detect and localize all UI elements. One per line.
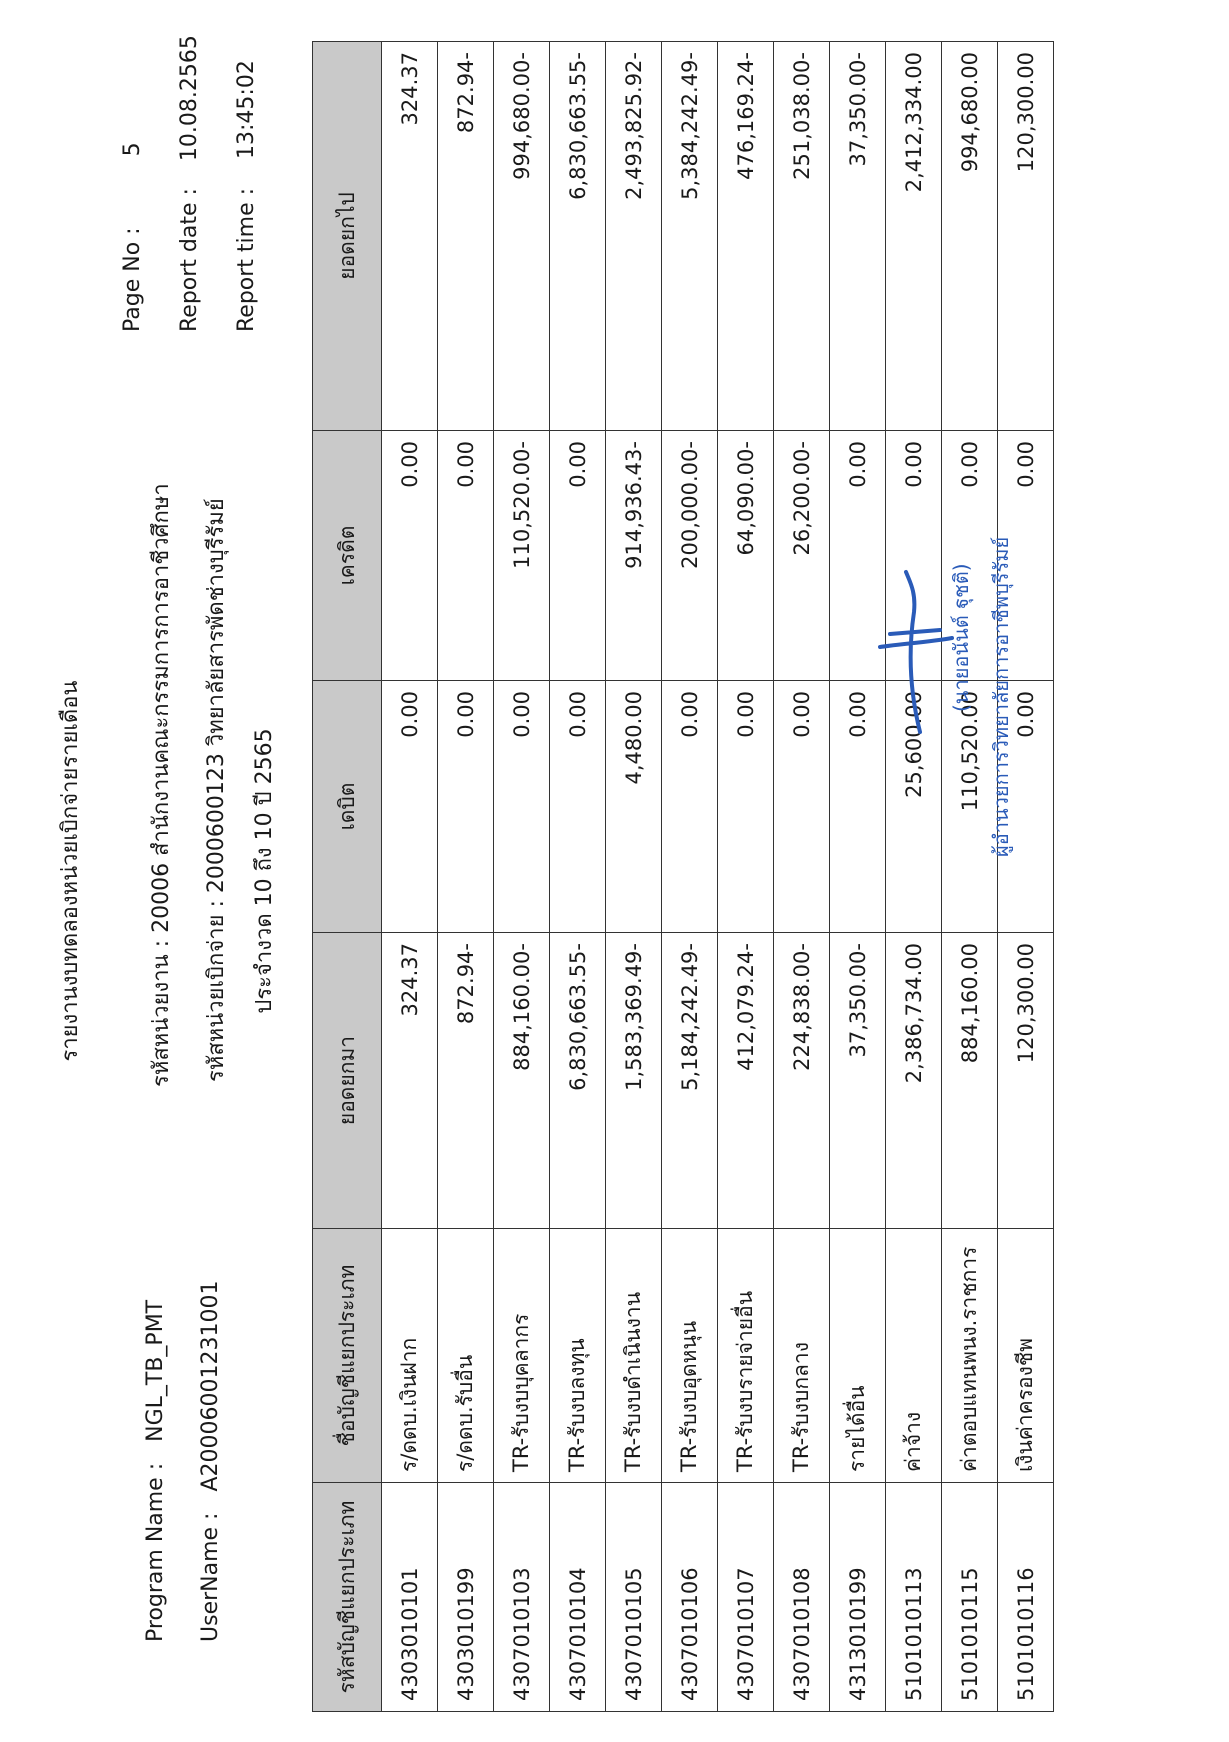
account-code: 5101010115 [942, 1483, 998, 1712]
closing-balance: 994,680.00- [494, 42, 550, 431]
opening-balance: 37,350.00- [830, 933, 886, 1229]
closing-balance: 324.37 [382, 42, 438, 431]
opening-balance: 6,830,663.55- [550, 933, 606, 1229]
col-debit: เดบิต [313, 681, 382, 933]
credit: 110,520.00- [494, 431, 550, 681]
table-row [886, 42, 942, 1712]
col-credit: เครดิต [313, 431, 382, 681]
time-label: Report time : [234, 187, 259, 332]
table-row [382, 42, 438, 1712]
closing-balance: 872.94- [438, 42, 494, 431]
debit: 0.00 [382, 681, 438, 933]
account-name: ค่าตอบแทนพนง.ราชการ [942, 1229, 998, 1483]
opening-balance: 120,300.00 [998, 933, 1054, 1229]
debit: 0.00 [494, 681, 550, 933]
account-name: TR-รับงบบุคลากร [494, 1229, 550, 1483]
opening-balance: 884,160.00- [494, 933, 550, 1229]
account-code: 4307010104 [550, 1483, 606, 1712]
opening-balance: 5,184,242.49- [662, 933, 718, 1229]
closing-balance: 2,493,825.92- [606, 42, 662, 431]
program-value: NGL_TB_PMT [143, 1299, 168, 1442]
table-row [606, 42, 662, 1712]
closing-balance: 5,384,242.49- [662, 42, 718, 431]
opening-balance: 872.94- [438, 933, 494, 1229]
credit: 0.00 [438, 431, 494, 681]
account-name: TR-รับงบกลาง [774, 1229, 830, 1483]
account-name: ร/ดดบ.รับอื่น [438, 1229, 494, 1483]
closing-balance: 6,830,663.55- [550, 42, 606, 431]
opening-balance: 2,386,734.00 [886, 933, 942, 1229]
closing-balance: 994,680.00 [942, 42, 998, 431]
credit: 200,000.00- [662, 431, 718, 681]
account-code: 4307010107 [718, 1483, 774, 1712]
opening-balance: 324.37 [382, 933, 438, 1229]
table-row [998, 42, 1054, 1712]
disbursement-value: 2000600123 วิทยาลัยสารพัดช่างบุรีรัมย์ [204, 498, 229, 894]
table-row [494, 42, 550, 1712]
table-row [438, 42, 494, 1712]
account-name: TR-รับงบรายจ่ายอื่น [718, 1229, 774, 1483]
credit: 26,200.00- [774, 431, 830, 681]
date-value: 10.08.2565 [177, 35, 202, 162]
program-label: Program Name : [143, 1462, 168, 1642]
closing-balance: 37,350.00- [830, 42, 886, 431]
unit-value: 20006 สำนักงานคณะกรรมการการอาชีวศึกษา [149, 483, 174, 933]
table-header-row [313, 42, 382, 1712]
account-name: TR-รับงบลงทุน [550, 1229, 606, 1483]
report-date [177, 35, 202, 332]
director-signature-stamp [905, 402, 1025, 862]
signatory-position: ผู้อำนวยการวิทยาลัยการอาชีพบุรีรัมย์ [989, 536, 1013, 857]
debit: 0.00 [718, 681, 774, 933]
account-code: 4313010199 [830, 1483, 886, 1712]
closing-balance: 251,038.00- [774, 42, 830, 431]
disbursement-code [198, 498, 233, 1082]
signatory-name: (นายอนันต์ ฐุชติ) [949, 563, 973, 712]
opening-balance: 884,160.00 [942, 933, 998, 1229]
page-label: Page No : [120, 227, 145, 332]
debit: 4,480.00 [606, 681, 662, 933]
table-row [942, 42, 998, 1712]
debit: 25,600.00 [886, 681, 942, 933]
report-time [234, 60, 259, 332]
account-name: รายได้อื่น [830, 1229, 886, 1483]
disbursement-label: รหัสหน่วยเบิกจ่าย : [204, 900, 229, 1082]
user-name [198, 1281, 223, 1642]
report-period: ประจำงวด 10 ถึง 10 ปี 2565 [252, 728, 277, 1014]
opening-balance: 224,838.00- [774, 933, 830, 1229]
col-opening-balance: ยอดยกมา [313, 933, 382, 1229]
col-account-name: ชื่อบัญชีแยกประเภท [313, 1229, 382, 1483]
table-row [774, 42, 830, 1712]
page-value: 5 [120, 142, 145, 157]
debit: 0.00 [438, 681, 494, 933]
user-label: UserName : [198, 1512, 223, 1642]
debit: 0.00 [830, 681, 886, 933]
credit: 0.00 [886, 431, 942, 681]
credit: 64,090.00- [718, 431, 774, 681]
account-code: 4307010105 [606, 1483, 662, 1712]
time-value: 13:45:02 [234, 60, 259, 159]
col-account-code: รหัสบัญชีแยกประเภท [313, 1483, 382, 1712]
account-name: ร/ดดบ.เงินฝาก [382, 1229, 438, 1483]
credit: 0.00 [998, 431, 1054, 681]
closing-balance: 476,169.24- [718, 42, 774, 431]
debit: 0.00 [550, 681, 606, 933]
debit: 0.00 [998, 681, 1054, 933]
date-label: Report date : [177, 188, 202, 332]
page-number [120, 142, 145, 332]
opening-balance: 412,079.24- [718, 933, 774, 1229]
account-code: 4307010108 [774, 1483, 830, 1712]
credit: 0.00 [830, 431, 886, 681]
opening-balance: 1,583,369.49- [606, 933, 662, 1229]
account-code: 5101010116 [998, 1483, 1054, 1712]
trial-balance-table [312, 41, 1054, 1712]
account-code: 4307010106 [662, 1483, 718, 1712]
unit-code [143, 483, 178, 1087]
closing-balance: 120,300.00 [998, 42, 1054, 431]
credit: 0.00 [942, 431, 998, 681]
report-title: รายงานงบทดลองหน่วยเบิกจ่ายรายเดือน [58, 680, 83, 1062]
account-name: TR-รับงบดำเนินงาน [606, 1229, 662, 1483]
credit: 0.00 [550, 431, 606, 681]
account-code: 4303010101 [382, 1483, 438, 1712]
table-row [830, 42, 886, 1712]
account-code: 5101010113 [886, 1483, 942, 1712]
debit: 110,520.00 [942, 681, 998, 933]
closing-balance: 2,412,334.00 [886, 42, 942, 431]
table-row [662, 42, 718, 1712]
unit-label: รหัสหน่วยงาน : [149, 939, 174, 1087]
account-code: 4307010103 [494, 1483, 550, 1712]
account-name: ค่าจ้าง [886, 1229, 942, 1483]
program-name [143, 1300, 168, 1642]
account-code: 4303010199 [438, 1483, 494, 1712]
user-value: A20006001231001 [198, 1280, 223, 1492]
debit: 0.00 [774, 681, 830, 933]
credit: 914,936.43- [606, 431, 662, 681]
table-row [550, 42, 606, 1712]
col-closing-balance: ยอดยกไป [313, 42, 382, 431]
credit: 0.00 [382, 431, 438, 681]
debit: 0.00 [662, 681, 718, 933]
table-row [718, 42, 774, 1712]
account-name: TR-รับงบอุดหนุน [662, 1229, 718, 1483]
account-name: เงินค่าครองชีพ [998, 1229, 1054, 1483]
